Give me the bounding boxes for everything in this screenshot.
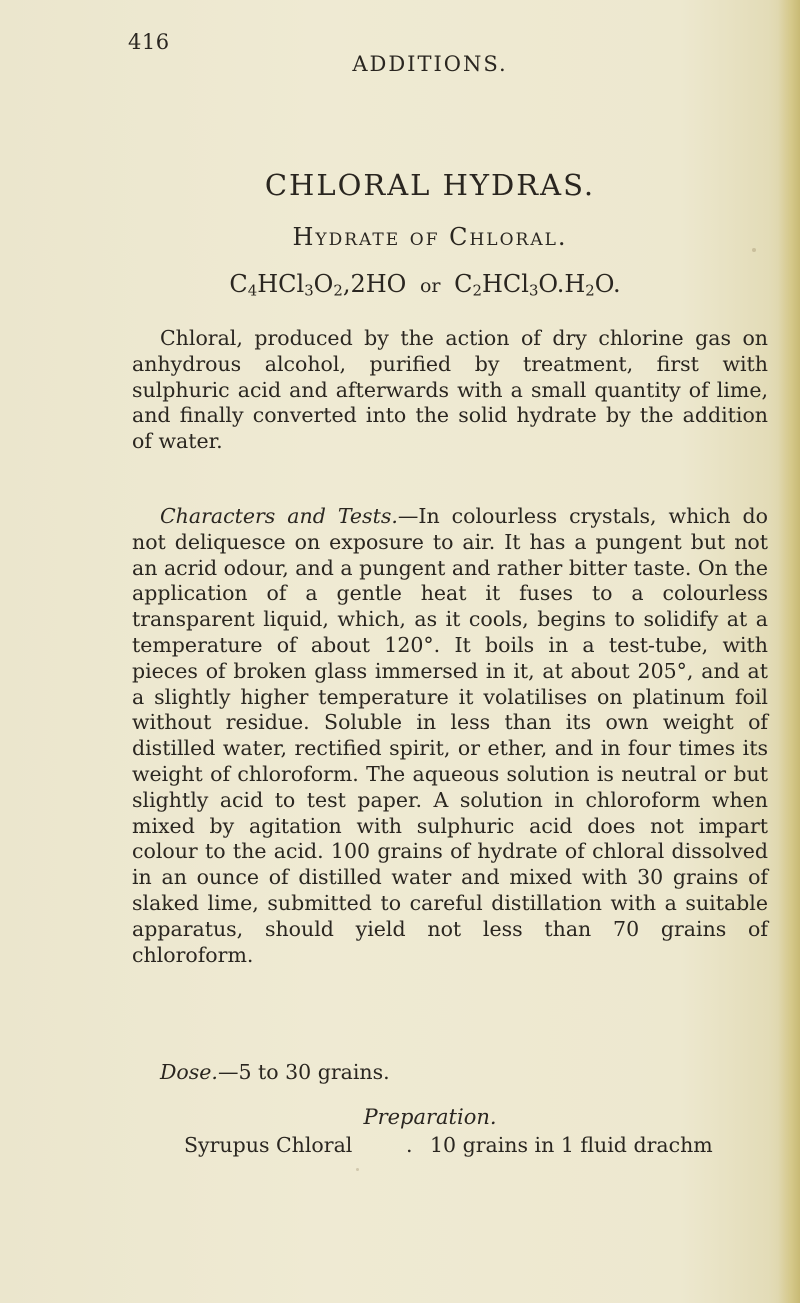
preparation-heading: Preparation. — [363, 1105, 497, 1129]
dose-label: Dose. — [160, 1060, 218, 1084]
formula-part: HCl — [257, 270, 305, 298]
characters-label: Characters and Tests. — [160, 504, 398, 528]
formula-part: ,2HO — [342, 270, 407, 298]
characters-and-tests-paragraph — [132, 504, 768, 968]
formula-part: HCl — [481, 270, 529, 298]
preparation-name: Syrupus Chloral — [184, 1133, 353, 1157]
dose-value: —5 to 30 grains. — [217, 1060, 390, 1084]
preparation-leader-dot: . — [406, 1133, 413, 1157]
paper-speck — [356, 1168, 359, 1171]
formula-subscript: 2 — [472, 281, 482, 300]
formula-part: C — [454, 270, 473, 298]
formula-part: C — [229, 270, 248, 298]
section-subtitle: Hydrate of Chloral. — [292, 223, 568, 251]
formula-subscript: 2 — [333, 281, 343, 300]
characters-text: —In colourless crystals, which do not deliquesce on exposure to air. It has a pungent but not an acrid odour, and a pungent and rather bitter taste. On the application of a gentle heat it fuses to a colourless transparent liquid, which, as it cools, begins to solidify at a temperature of about 120°. It boils in a test-tube, with pieces of broken glass immersed in it, at about 205°, and at a slightly higher temperature it volatilises on platinum foil without residue. Soluble in less than its own weight of distilled water, rectified spirit, or ether, and in four times its weight of chloroform. The aqueous solution is neutral or but slightly acid to test paper. A solution in chloroform when mixed by agitation with sulphuric acid does not impart colour to the acid. 100 grains of hydrate of chloral dissolved in an ounce of distilled water and mixed with 30 grains of slaked lime, submitted to careful distillation with a suitable apparatus, should yield not less than 70 grains of chloroform. — [132, 504, 768, 967]
formula-subscript: 4 — [247, 281, 258, 300]
running-head: ADDITIONS. — [352, 52, 508, 76]
formula-part: O.H — [538, 270, 586, 298]
formula-or: or — [419, 275, 441, 297]
page-number: 416 — [128, 30, 170, 54]
chemical-formula — [0, 270, 800, 300]
formula-subscript: 3 — [304, 281, 314, 300]
description-paragraph: Chloral, produced by the action of dry chlorine gas on anhydrous alcohol, purified by treatment, first with sulphuric acid and afterwards with a small quantity of lime, and finally converted into the solid hydrate by the addition of water. — [132, 326, 768, 454]
preparation-value: 10 grains in 1 fluid drachm — [430, 1133, 713, 1157]
formula-part: O — [313, 270, 334, 298]
section-title: CHLORAL HYDRAS. — [264, 168, 596, 202]
dose-line — [160, 1060, 390, 1084]
formula-part: O. — [594, 270, 621, 298]
paper-speck — [752, 248, 756, 252]
formula-subscript: 2 — [585, 281, 595, 300]
formula-subscript: 3 — [528, 281, 539, 300]
